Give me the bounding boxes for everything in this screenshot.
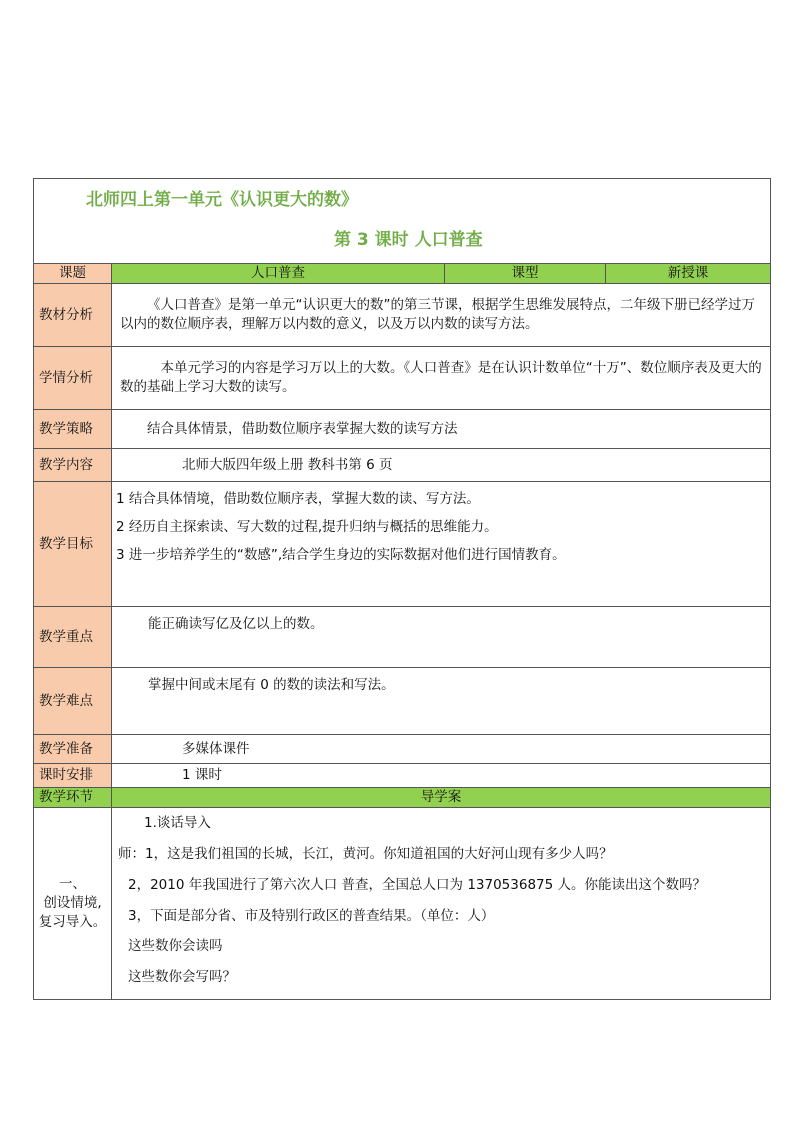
lesson-plan-table [33, 178, 771, 1000]
key-label: 教学重点 [34, 607, 112, 668]
section1-content [112, 807, 771, 999]
students-label: 学情分析 [34, 347, 112, 410]
segment-value: 导学案 [112, 787, 771, 807]
section1-label [34, 807, 112, 999]
difficulty-label: 教学难点 [34, 668, 112, 735]
goal-item: 1 结合具体情境，借助数位顺序表，掌握大数的读、写方法。 [116, 491, 480, 507]
goals-list [112, 482, 771, 607]
section1-line: 这些数你会写吗？ [128, 969, 236, 986]
segment-label: 教学环节 [34, 787, 112, 807]
type-value: 新授课 [606, 264, 771, 284]
material-label: 教材分析 [34, 284, 112, 347]
content-label: 教学内容 [34, 449, 112, 482]
goal-item: 3 进一步培养学生的“数感”,结合学生身边的实际数据对他们进行国情教育。 [116, 546, 566, 563]
type-label: 课型 [445, 264, 606, 284]
goals-label: 教学目标 [34, 482, 112, 607]
section1-number: 一、 [59, 876, 86, 893]
key-text: 能正确读写亿及亿以上的数。 [112, 607, 771, 668]
section1-line: 3，下面是部分省、市及特别行政区的普查结果。（单位：人） [128, 907, 495, 924]
topic-label: 课题 [34, 264, 112, 284]
topic-value: 人口普查 [112, 264, 445, 284]
content-text: 北师大版四年级上册 教科书第 6 页 [112, 449, 771, 482]
strategy-text: 结合具体情景，借助数位顺序表掌握大数的读写方法 [112, 410, 771, 449]
prep-label: 教学准备 [34, 735, 112, 764]
strategy-label: 教学策略 [34, 410, 112, 449]
schedule-text: 1 课时 [112, 764, 771, 788]
schedule-label: 课时安排 [34, 764, 112, 788]
title-cell [34, 179, 771, 264]
section1-title-line: 复习导入。 [38, 914, 107, 930]
section1-line: 2，2010 年我国进行了第六次人口 普查，全国总人口为 1370536875 人。你能读出这个数吗？ [128, 876, 707, 893]
section1-line: 1.谈话导入 [144, 814, 211, 831]
section1-title-line: 创设情境, [43, 895, 102, 912]
prep-text: 多媒体课件 [112, 735, 771, 764]
difficulty-text: 掌握中间或末尾有 0 的数的读法和写法。 [112, 668, 771, 735]
lesson-subtitle: 第 3 课时 人口普查 [334, 230, 483, 250]
material-text: 《人口普查》是第一单元“认识更大的数”的第三节课，根据学生思维发展特点，二年级下册已经学过万以内的数位顺序表，理解万以内数的意义，以及万以内数的读写方法。 [112, 284, 771, 347]
students-text: 本单元学习的内容是学习万以上的大数。《人口普查》是在认识计数单位“十万”、数位顺序表及更大的数的基础上学习大数的读写。 [112, 347, 771, 410]
goal-item: 2 经历自主探索读、写大数的过程,提升归纳与概括的思维能力。 [116, 518, 498, 535]
document-title: 北师四上第一单元《认识更大的数》 [86, 190, 358, 210]
section1-line: 这些数你会读吗 [128, 938, 223, 955]
section1-line: 师：1，这是我们祖国的长城，长江，黄河。你知道祖国的大好河山现有多少人吗？ [118, 845, 613, 862]
